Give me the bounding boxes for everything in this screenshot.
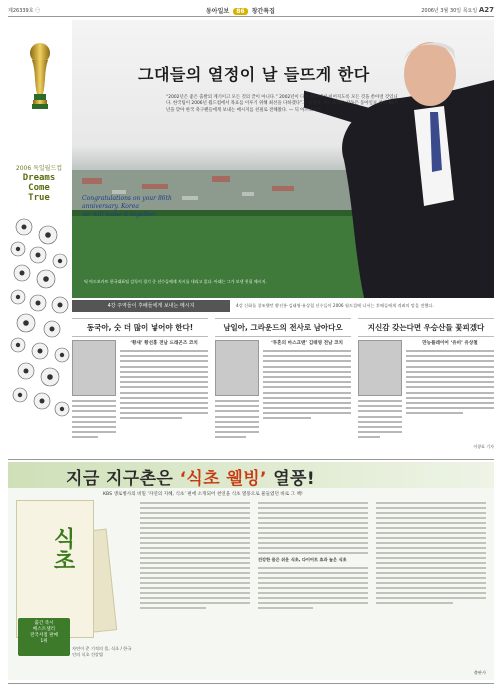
player-photo: [72, 340, 116, 396]
article-subhead: ‘황새’ 황선홍 전남 드래곤즈 코치: [130, 341, 198, 346]
hero-photo: [72, 20, 494, 298]
page-header: [8, 4, 494, 16]
article-body: [120, 350, 208, 452]
article-3: [358, 318, 494, 456]
world-cup-column: [8, 20, 70, 420]
soccer-balls-illustration: [8, 215, 70, 420]
ad-column: [258, 502, 368, 672]
anniversary-logo: 86: [233, 8, 247, 15]
article-2: [215, 318, 351, 456]
world-cup-title: 2006 독일월드컵: [15, 165, 63, 172]
world-cup-slogan: Dreams Come True: [22, 173, 56, 203]
ad-text-columns: [140, 502, 486, 672]
book-advertisement: [8, 462, 494, 680]
section-title: 창간특집: [251, 8, 275, 15]
section-divider: [8, 459, 494, 460]
article-subhead: 만능플레이어 ‘유비’ 유상철: [422, 341, 478, 346]
header-rule: [8, 16, 494, 17]
section-bar: [72, 300, 494, 312]
article-body: [406, 350, 494, 452]
article-body: [263, 350, 351, 452]
book-title: 식초: [50, 527, 75, 571]
ad-column: [140, 502, 250, 672]
ad-subheadline: KBS 생로병사의 비밀 ‘자연의 지혜, 식초’ 편에 소개되어 천연을 식초 열풍으로 물들였던 바로 그 책!: [103, 492, 303, 497]
section-label: 4강 주역들이 후배들에게 보내는 메시지: [72, 300, 230, 312]
article-headline: 지신감 갖는다면 우승산들 꽃피겠다: [358, 318, 494, 337]
book-caption: 자연이 준 기적의 물, 식초 / 한국인의 식초 건강법: [72, 646, 132, 657]
ad-section-heading: 건강한 몸은 쉬운 식초, 다이어트 효과 높은 식초: [258, 557, 347, 562]
photo-caption: 딕 아드보카트 한국대표팀 감독이 경기 중 선수들에게 지시를 내리고 있다. 아래는 그가 보낸 친필 메시지.: [84, 279, 267, 284]
handwritten-message: Congratulations on your 86th anniversary. Korea we will make it together: [82, 195, 172, 218]
issue-number: 제26339호 ㊀: [8, 8, 41, 14]
masthead: [206, 6, 275, 15]
section-description: 4강 신화를 창조했던 황선홍·김태영·유상철 선수들이 2006 월드컵에 나서는 후배들에게 격려의 말을 전했다.: [236, 303, 434, 308]
article-headline: 동국아, 숫 더 많이 넣어야 한다!: [72, 318, 208, 337]
publisher-name: 출판사: [473, 670, 486, 675]
hero-lede: “2002년은 좋은 출발의 계기이고 모든 것의 끝이 아니다.” 2002년이 다시 한국에서 이어지도록 모든 것을 쏟아낼 것입니다. 한국팀이 2006년 월드컵에서 목표를 이루기 위해 최선을 다하겠다”고 말했다. 아드보카트 감독은 동아일보 창간 86주년을 맞아 한국 축구팬들에게 보내는 메시지를 친필로 전해왔다. — 딕 아드보카트: [166, 95, 399, 113]
article-body-continued: [215, 400, 259, 452]
date-page: 2006년 3월 30일 목요일 A27: [421, 6, 494, 14]
article-1: [72, 318, 208, 456]
ad-headline: 지금 지구촌은 ‘식초 웰빙’ 열풍!: [66, 469, 316, 489]
article-byline: 이광표 기자: [473, 444, 494, 449]
article-body-continued: [72, 400, 116, 452]
ad-column: [376, 502, 486, 672]
bestseller-badge: 출간 즉시 베스트셀러 전국서점 판매 1위: [18, 618, 70, 656]
world-cup-trophy-icon: [26, 42, 54, 118]
hero-headline: 그대들의 열정이 날 들뜨게 한다: [138, 65, 370, 84]
player-photo: [215, 340, 259, 396]
newspaper-name: 동아일보: [206, 8, 230, 15]
article-subhead: ‘투혼의 마스크맨’ 김태영 전남 코치: [270, 341, 343, 346]
bottom-rule: [8, 683, 494, 684]
article-headline: 남일아, 그라운드의 전사로 남아다오: [215, 318, 351, 337]
article-body-continued: [358, 400, 402, 452]
player-photo: [358, 340, 402, 396]
